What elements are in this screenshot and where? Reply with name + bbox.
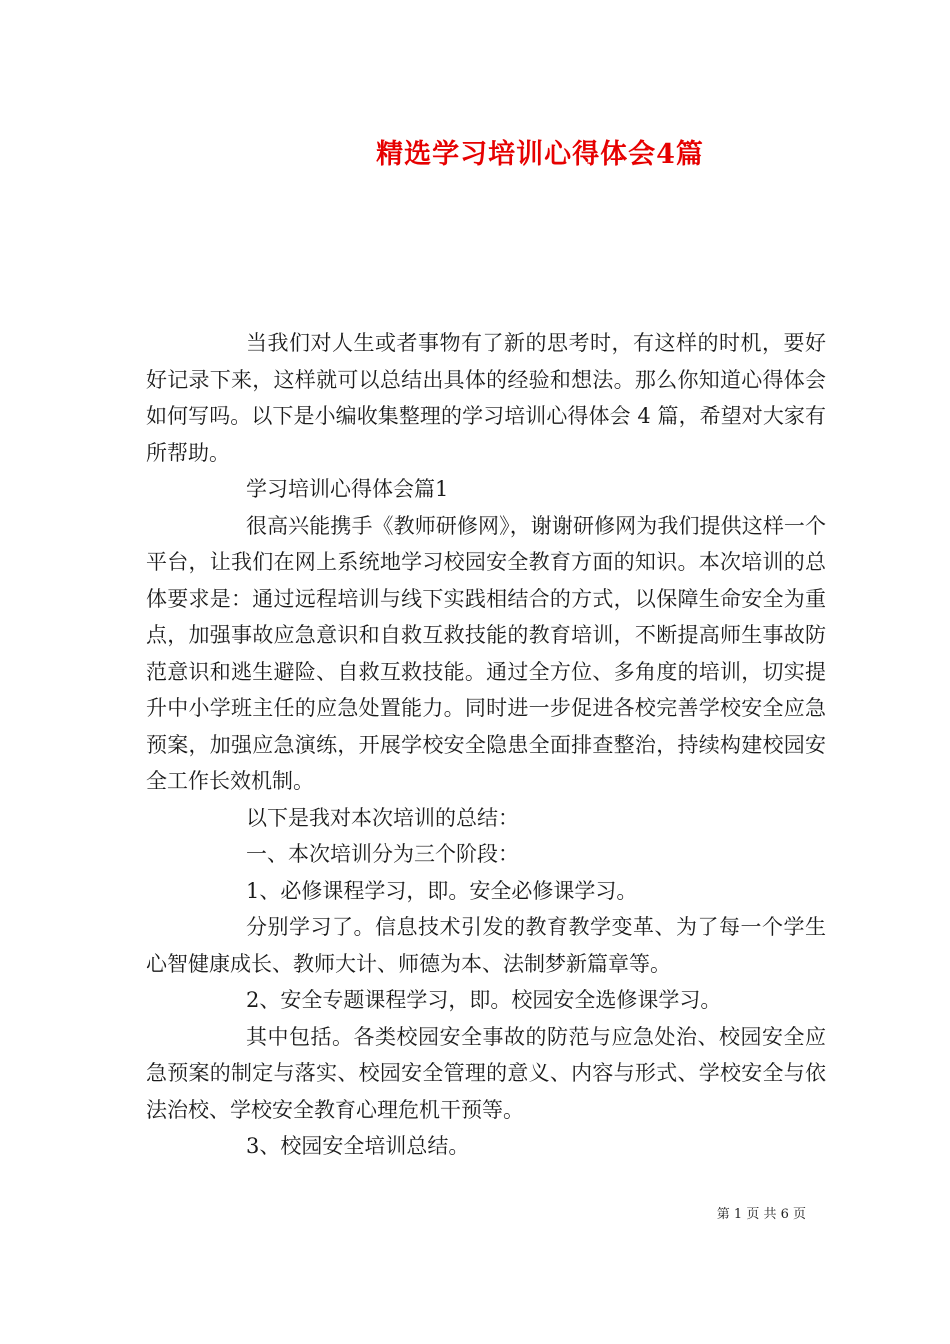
paragraph-stage-1-detail: 分别学习了。信息技术引发的教育教学变革、为了每一个学生心智健康成长、教师大计、师德为本、法制梦新篇章等。 <box>146 915 826 976</box>
page-number: 第 1 页 共 6 页 <box>716 1207 806 1222</box>
paragraph-main: 很高兴能携手《教师研修网》，谢谢研修网为我们提供这样一个平台，让我们在网上系统地学习校园安全教育方面的知识。本次培训的总体要求是：通过远程培训与线下实践相结合的方式，以保障生命安全为重点，加强事故应急意识和自救互救技能的教育培训，不断提高师生事故防范意识和逃生避险、自救互救技能。通过全方位、多角度的培训，切实提升中小学班主任的应急处置能力。同时进一步促进各校完善学校安全应急预案，加强应急演练，开展学校安全隐患全面排查整治，持续构建校园安全工作长效机制。 <box>146 513 826 793</box>
paragraph-stage-3: 3、校园安全培训总结。 <box>246 1134 470 1158</box>
paragraph-summary-intro: 以下是我对本次培训的总结： <box>246 805 519 830</box>
paragraph-stage-1: 1、必修课程学习，即。安全必修课学习。 <box>246 878 638 903</box>
paragraph-stage-2-detail: 其中包括。各类校园安全事故的防范与应急处治、校园安全应急预案的制定与落实、校园安全管理的意义、内容与形式、学校安全与依法治校、学校安全教育心理危机干预等。 <box>146 1024 826 1122</box>
paragraph-stages: 一、本次培训分为三个阶段： <box>246 842 519 866</box>
paragraph-intro: 当我们对人生或者事物有了新的思考时，有这样的时机，要好好记录下来，这样就可以总结出具体的经验和想法。那么你知道心得体会如何写吗。以下是小编收集整理的学习培训心得体会 4 篇，希望对大家有所帮助。 <box>146 331 826 465</box>
document-body <box>146 325 826 1165</box>
paragraph-stage-2: 2、安全专题课程学习，即。校园安全选修课学习。 <box>246 988 722 1012</box>
section-heading: 学习培训心得体会篇1 <box>246 477 449 501</box>
document-title: 精选学习培训心得体会4篇 <box>376 139 704 170</box>
